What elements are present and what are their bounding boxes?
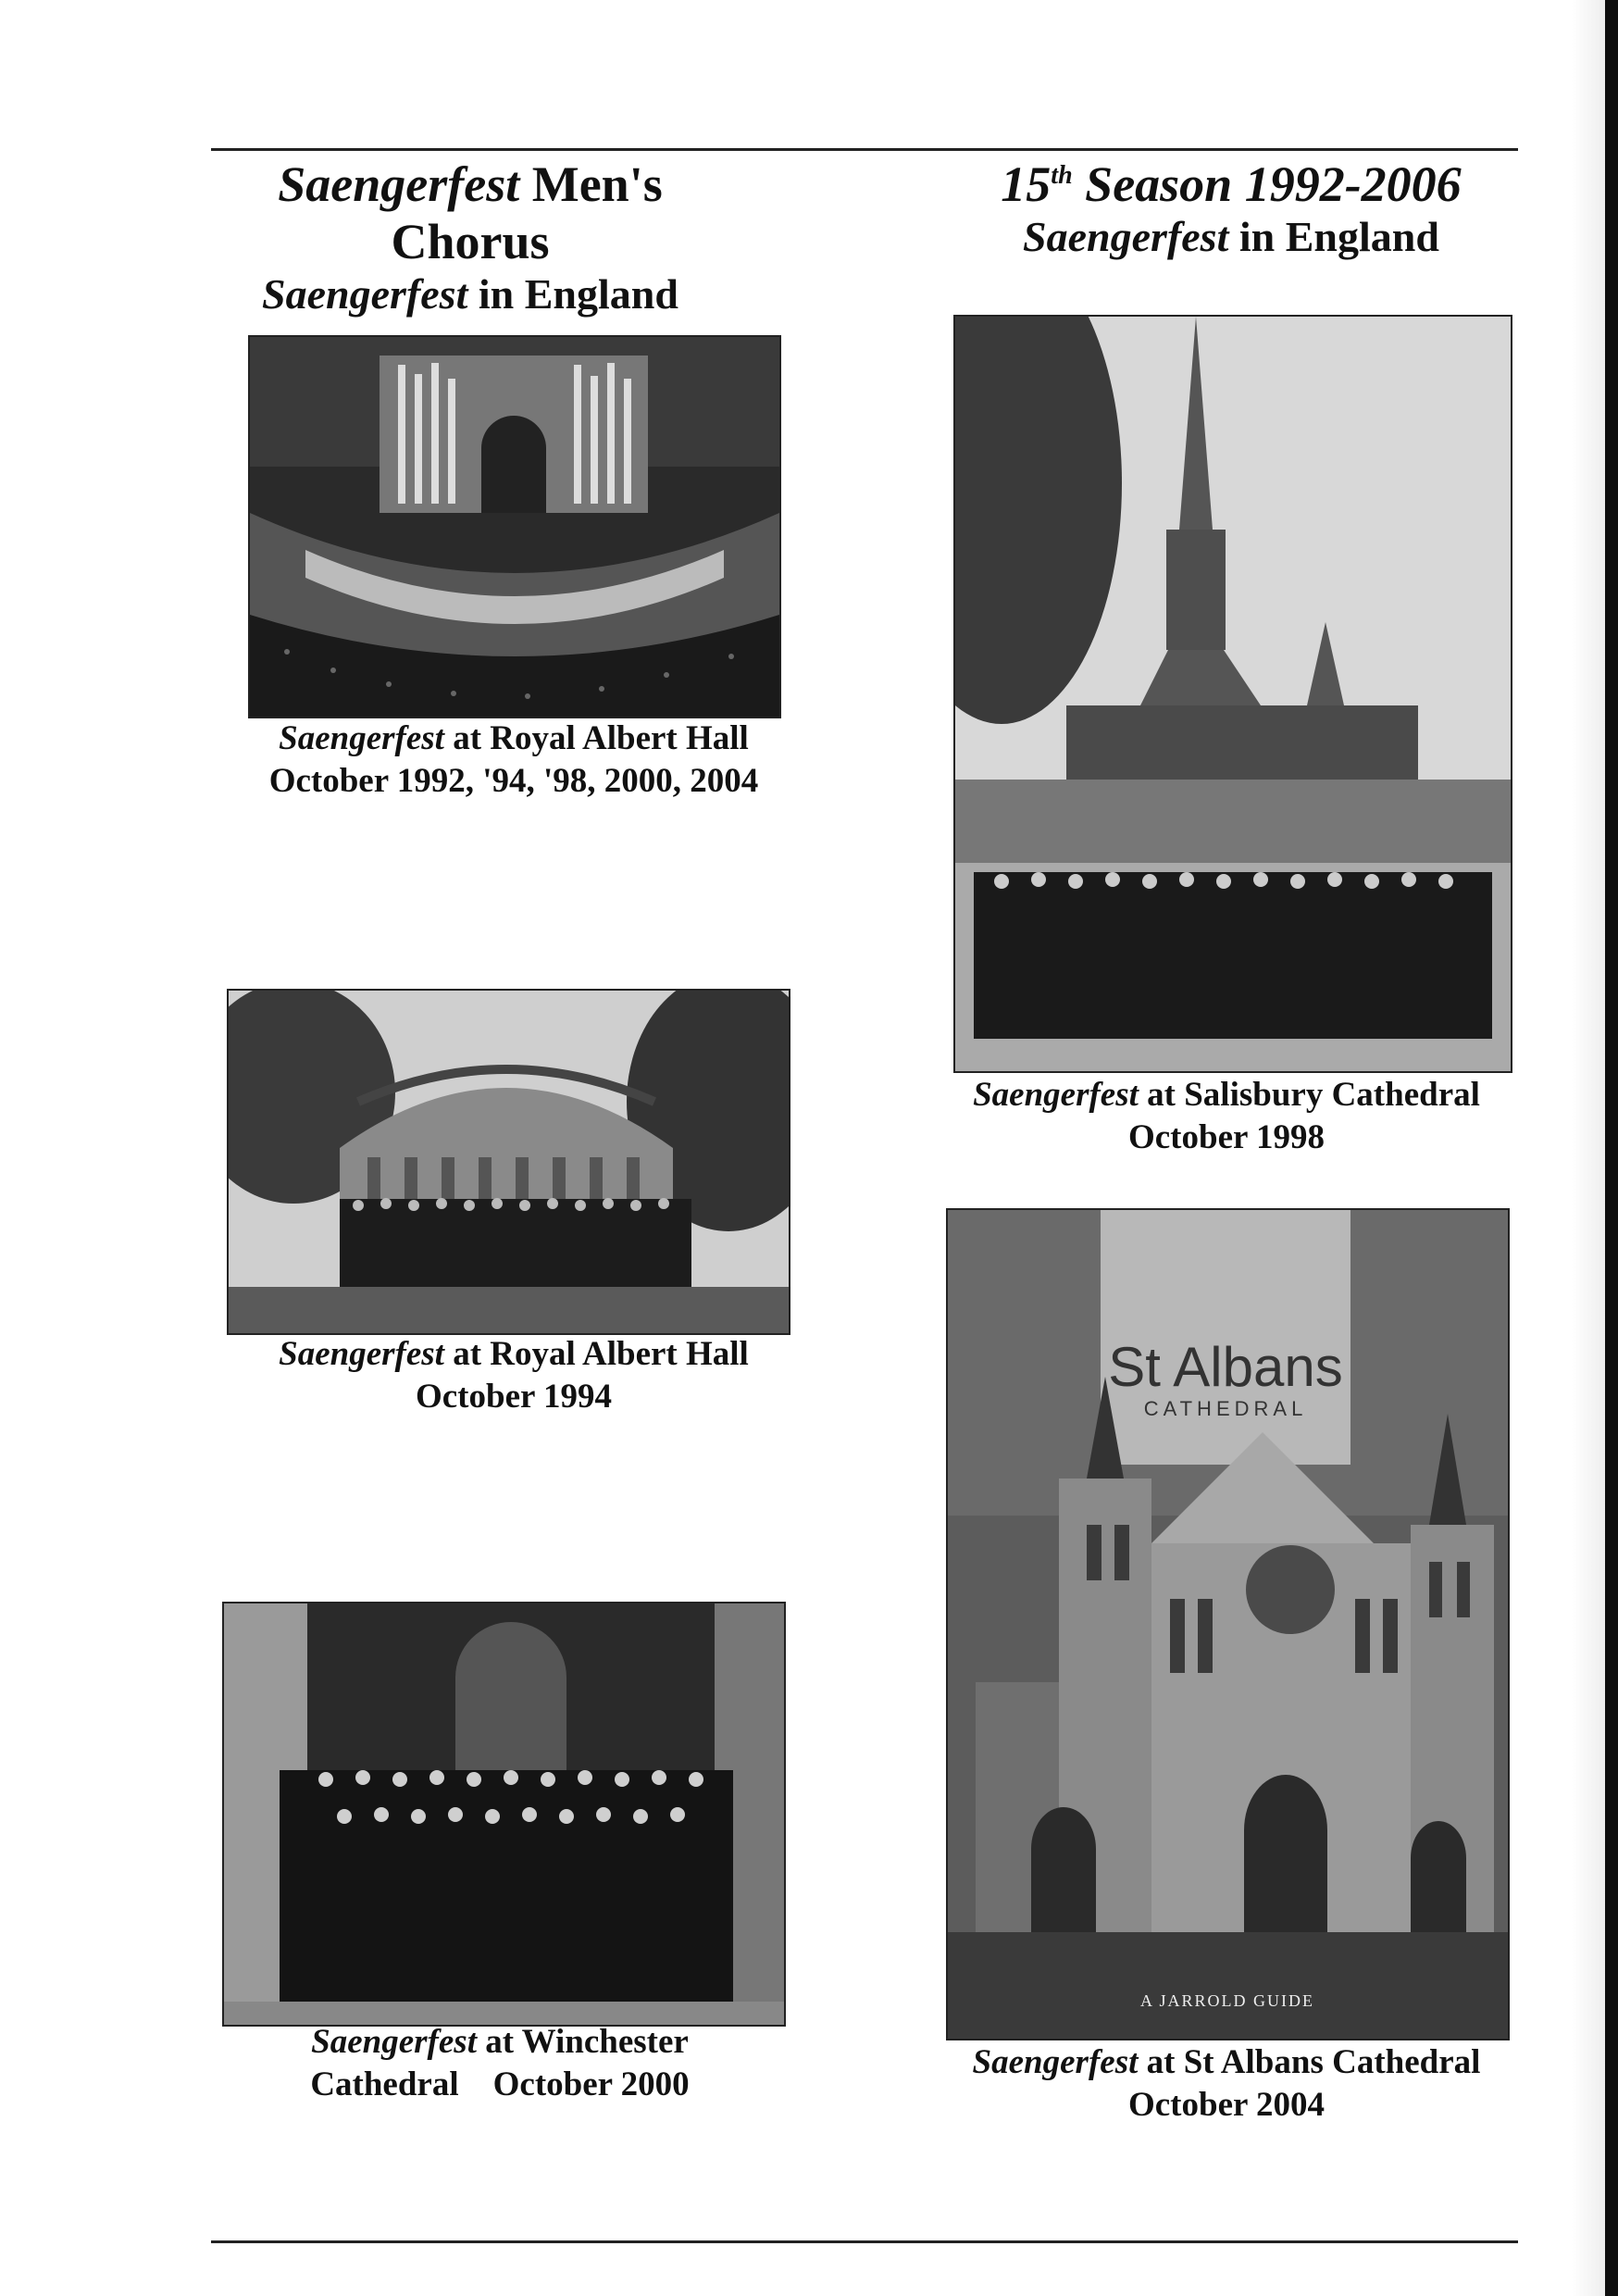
caption-5-line2: October 2004 <box>1127 2086 1326 2125</box>
caption-royal-albert-hall-2 <box>213 1333 815 1419</box>
season-suffix: th <box>1051 161 1073 190</box>
season-number: 15 <box>1001 156 1052 212</box>
caption-2-line2: October 1994 <box>415 1378 613 1416</box>
caption-3-rest: at Winchester <box>476 2023 689 2061</box>
header-left-title-italic: Saengerfest <box>278 156 520 212</box>
caption-5-italic: Saengerfest <box>972 2043 1139 2081</box>
caption-4-italic: Saengerfest <box>973 1076 1139 1114</box>
header-left <box>211 156 729 319</box>
header-right <box>972 156 1490 262</box>
caption-2-italic: Saengerfest <box>279 1335 444 1373</box>
caption-2-rest: at Royal Albert Hall <box>443 1335 749 1373</box>
scan-edge-bar <box>1605 0 1618 2296</box>
caption-1-italic: Saengerfest <box>279 719 444 757</box>
caption-salisbury <box>926 1074 1527 1160</box>
caption-royal-albert-hall-1 <box>222 718 805 804</box>
caption-3-line2: Cathedral October 2000 <box>310 2065 690 2104</box>
header-left-subtitle-rest: in England <box>467 270 678 318</box>
caption-st-albans <box>921 2041 1532 2128</box>
photo-winchester-cathedral <box>222 1602 786 2027</box>
season-text: Season 1992-2006 <box>1072 156 1462 212</box>
bottom-rule <box>211 2240 1518 2243</box>
header-left-subtitle-italic: Saengerfest <box>262 270 468 318</box>
caption-4-rest: at Salisbury Cathedral <box>1138 1076 1480 1114</box>
photo-royal-albert-hall-interior <box>248 335 781 718</box>
caption-5-rest: at St Albans Cathedral <box>1138 2043 1481 2081</box>
st-albans-title: St Albans <box>1108 1336 1343 1398</box>
header-right-subtitle-italic: Saengerfest <box>1023 213 1229 261</box>
page-edge-shadow <box>1572 0 1605 2296</box>
caption-3-italic: Saengerfest <box>311 2023 477 2061</box>
header-right-subtitle-rest: in England <box>1228 213 1439 261</box>
caption-winchester <box>222 2021 778 2107</box>
photo-royal-albert-hall-exterior <box>227 989 790 1335</box>
photo-st-albans-guide-cover <box>946 1208 1510 2040</box>
caption-1-rest: at Royal Albert Hall <box>443 719 749 757</box>
guide-label: A JARROLD GUIDE <box>1139 1991 1315 2010</box>
header-left-title-rest: Men's Chorus <box>391 156 663 270</box>
photo-salisbury-cathedral <box>953 315 1512 1073</box>
caption-1-line2: October 1992, '94, '98, 2000, 2004 <box>268 762 759 801</box>
top-rule <box>211 148 1518 151</box>
st-albans-subtitle: CATHEDRAL <box>1143 1397 1308 1420</box>
caption-4-line2: October 1998 <box>1127 1118 1326 1157</box>
